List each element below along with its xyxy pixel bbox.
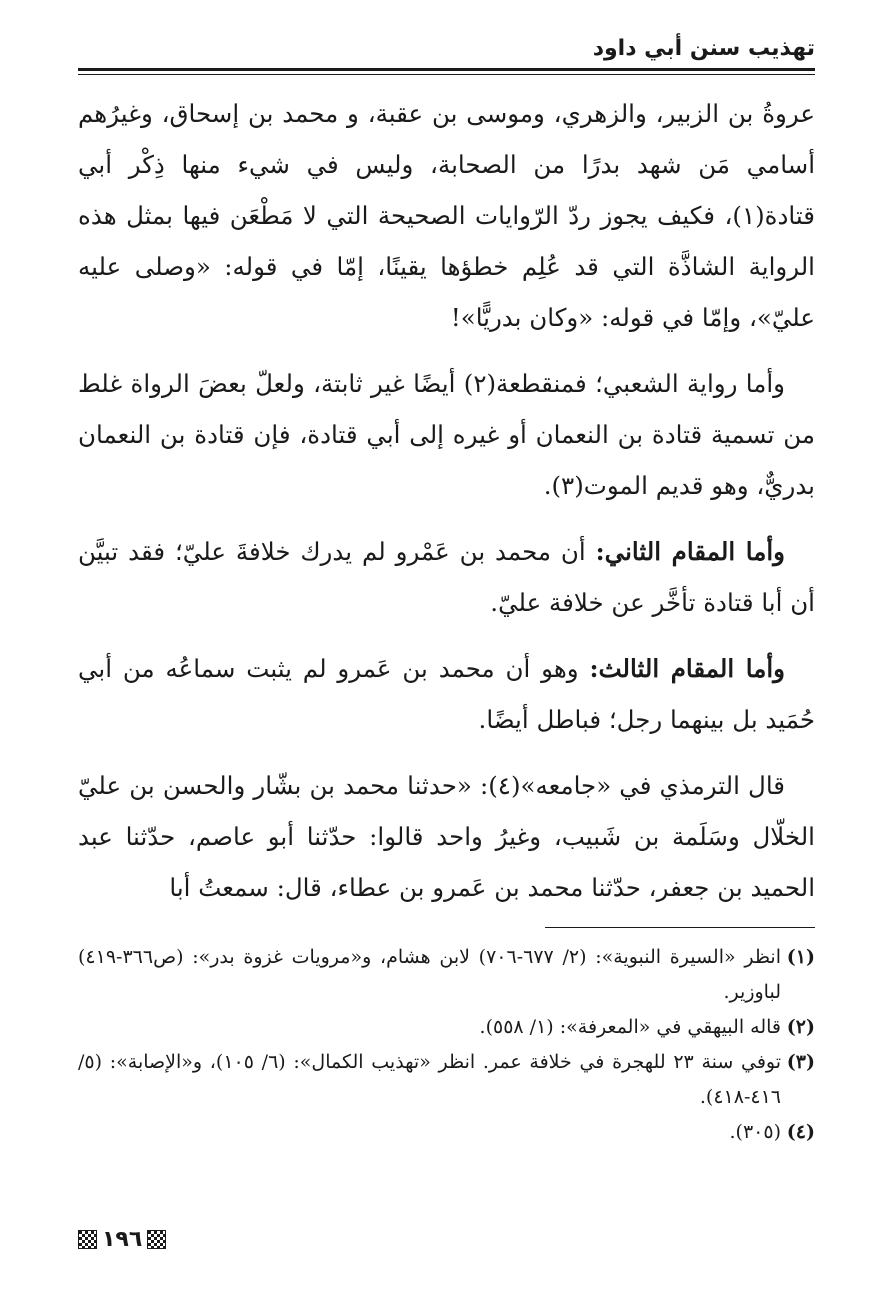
footnote-text: توفي سنة ٢٣ للهجرة في خلافة عمر. انظر «تهذيب الكمال»: (٦/ ١٠٥)، و«الإصابة»: (٥/ ٤١٦-٤١٨).: [78, 1051, 782, 1108]
paragraph-5: قال الترمذي في «جامعه»(٤): «حدثنا محمد بن بشّار والحسن بن عليّ الخلّال وسَلَمة بن شَبيب، وغيرُ واحد قالوا: حدّثنا أبو عاصم، حدّثنا عبد الحميد بن جعفر، حدّثنا محمد بن عَمرو بن عطاء، قال: سمعتُ أبا: [78, 771, 815, 902]
footnote-text: انظر «السيرة النبوية»: (٢/ ٦٧٧-٧٠٦) لابن هشام، و«مرويات غزوة بدر»: (ص٣٦٦-٤١٩) لباوزير.: [78, 946, 781, 1003]
footnote-number: (٢): [786, 1016, 815, 1038]
book-title: تهذيب سنن أبي داود: [592, 36, 815, 61]
footnote-number: (١): [786, 946, 815, 968]
footnote-text: قاله البيهقي في «المعرفة»: (١/ ٥٥٨).: [479, 1016, 781, 1038]
footnote-number: (٣): [786, 1051, 815, 1073]
footnote-2: [78, 1010, 815, 1045]
footnote-1: [78, 940, 815, 1010]
main-text: [78, 88, 815, 928]
paragraph-2: وأما رواية الشعبي؛ فمنقطعة(٢) أيضًا غير ثابتة، ولعلّ بعضَ الرواة غلط من تسمية قتادة بن النعمان أو غيره إلى أبي قتادة، فإن قتادة بن النعمان بدريٌّ، وهو قديم الموت(٣).: [78, 369, 815, 500]
page-number: [78, 1224, 166, 1254]
paragraph-3-lead: وأما المقام الثاني:: [595, 537, 785, 566]
footnote-3: [78, 1045, 815, 1115]
paragraph-4-text: وهو أن محمد بن عَمرو لم يثبت سماعُه من أبي حُمَيد بل بينهما رجل؛ فباطل أيضًا.: [78, 654, 815, 734]
header-rule-thick: [78, 68, 815, 71]
header-rule-thin: [78, 74, 815, 75]
running-header: [78, 34, 815, 82]
footnote-text: (٣٠٥).: [729, 1121, 781, 1143]
footnote-separator: [545, 927, 815, 928]
paragraph-4: [78, 643, 815, 745]
paragraph-3-text: أن محمد بن عَمْرو لم يدرك خلافةَ عليّ؛ فقد تبيَّن أن أبا قتادة تأخَّر عن خلافة عليّ.: [78, 537, 815, 617]
footnotes: [78, 940, 815, 1150]
footnote-number: (٤): [786, 1121, 815, 1143]
paragraph-1: عروةُ بن الزبير، والزهري، وموسى بن عقبة، و محمد بن إسحاق، وغيرُهم أسامي مَن شهد بدرًا من الصحابة، وليس في شيء منها ذِكْر أبي قتادة(١)، فكيف يجوز ردّ الرّوايات الصحيحة التي لا مَطْعَن فيها بمثل هذه الرواية الشاذَّة التي قد عُلِم خطؤها يقينًا، إمّا في قوله: «وصلى عليه عليّ»، وإمّا في قوله: «وكان بدريًّا»!: [78, 99, 815, 332]
page-number-value: ١٩٦: [102, 1226, 143, 1252]
paragraph-4-lead: وأما المقام الثالث:: [589, 654, 786, 683]
footnote-4: [78, 1115, 815, 1150]
ornament-icon: [147, 1230, 166, 1249]
ornament-icon: [78, 1230, 97, 1249]
paragraph-3: [78, 526, 815, 628]
